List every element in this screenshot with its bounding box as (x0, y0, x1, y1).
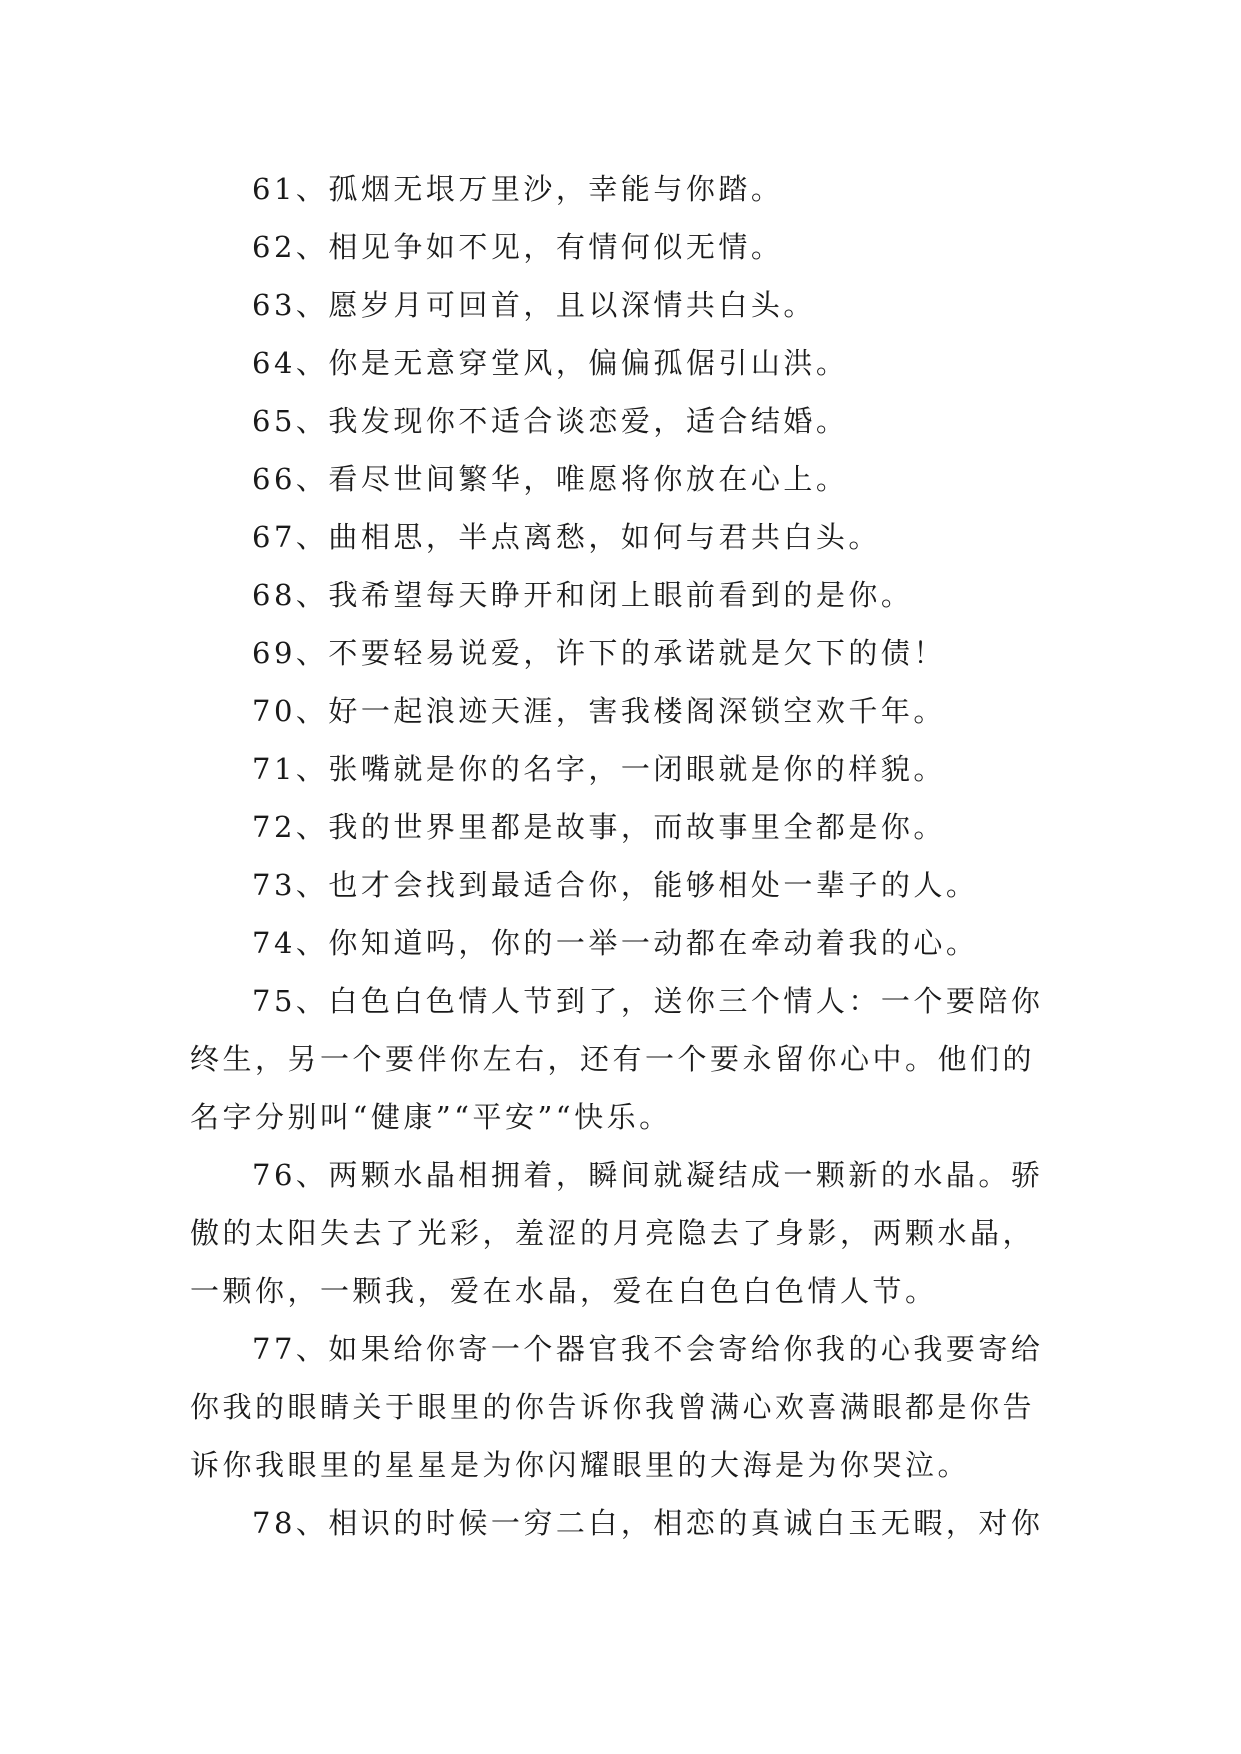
paragraph-77: 77、如果给你寄一个器官我不会寄给你我的心我要寄给你我的眼睛关于眼里的你告诉你我曾满心欢喜满眼都是你告诉你我眼里的星星是为你闪耀眼里的大海是为你哭泣。 (190, 1332, 1044, 1482)
document-body (190, 160, 1050, 1552)
paragraph-74: 74、你知道吗，你的一举一动都在牵动着我的心。 (252, 926, 979, 960)
paragraph-70: 70、好一起浪迹天涯，害我楼阁深锁空欢千年。 (252, 694, 946, 728)
paragraph-61: 61、孤烟无垠万里沙，幸能与你踏。 (252, 172, 784, 206)
paragraph-72: 72、我的世界里都是故事，而故事里全都是你。 (252, 810, 946, 844)
paragraph-68: 68、我希望每天睁开和闭上眼前看到的是你。 (252, 578, 914, 612)
paragraph-73: 73、也才会找到最适合你，能够相处一辈子的人。 (252, 868, 979, 902)
paragraph-75: 75、白色白色情人节到了，送你三个情人：一个要陪你终生，另一个要伴你左右，还有一个要永留你心中。他们的名字分别叫“健康”“平安”“快乐。 (190, 984, 1044, 1134)
paragraph-71: 71、张嘴就是你的名字，一闭眼就是你的样貌。 (252, 752, 946, 786)
paragraph-76: 76、两颗水晶相拥着，瞬间就凝结成一颗新的水晶。骄傲的太阳失去了光彩，羞涩的月亮隐去了身影，两颗水晶，一颗你，一颗我，爱在水晶，爱在白色白色情人节。 (190, 1158, 1044, 1308)
paragraph-62: 62、相见争如不见，有情何似无情。 (252, 230, 784, 264)
paragraph-78: 78、相识的时候一穷二白，相恋的真诚白玉无暇，对你 (252, 1506, 1044, 1540)
paragraph-69: 69、不要轻易说爱，许下的承诺就是欠下的债！ (252, 636, 946, 670)
paragraph-65: 65、我发现你不适合谈恋爱，适合结婚。 (252, 404, 849, 438)
paragraph-66: 66、看尽世间繁华，唯愿将你放在心上。 (252, 462, 849, 496)
paragraph-67: 67、曲相思，半点离愁，如何与君共白头。 (252, 520, 881, 554)
paragraph-64: 64、你是无意穿堂风，偏偏孤倨引山洪。 (252, 346, 849, 380)
paragraph-63: 63、愿岁月可回首，且以深情共白头。 (252, 288, 816, 322)
